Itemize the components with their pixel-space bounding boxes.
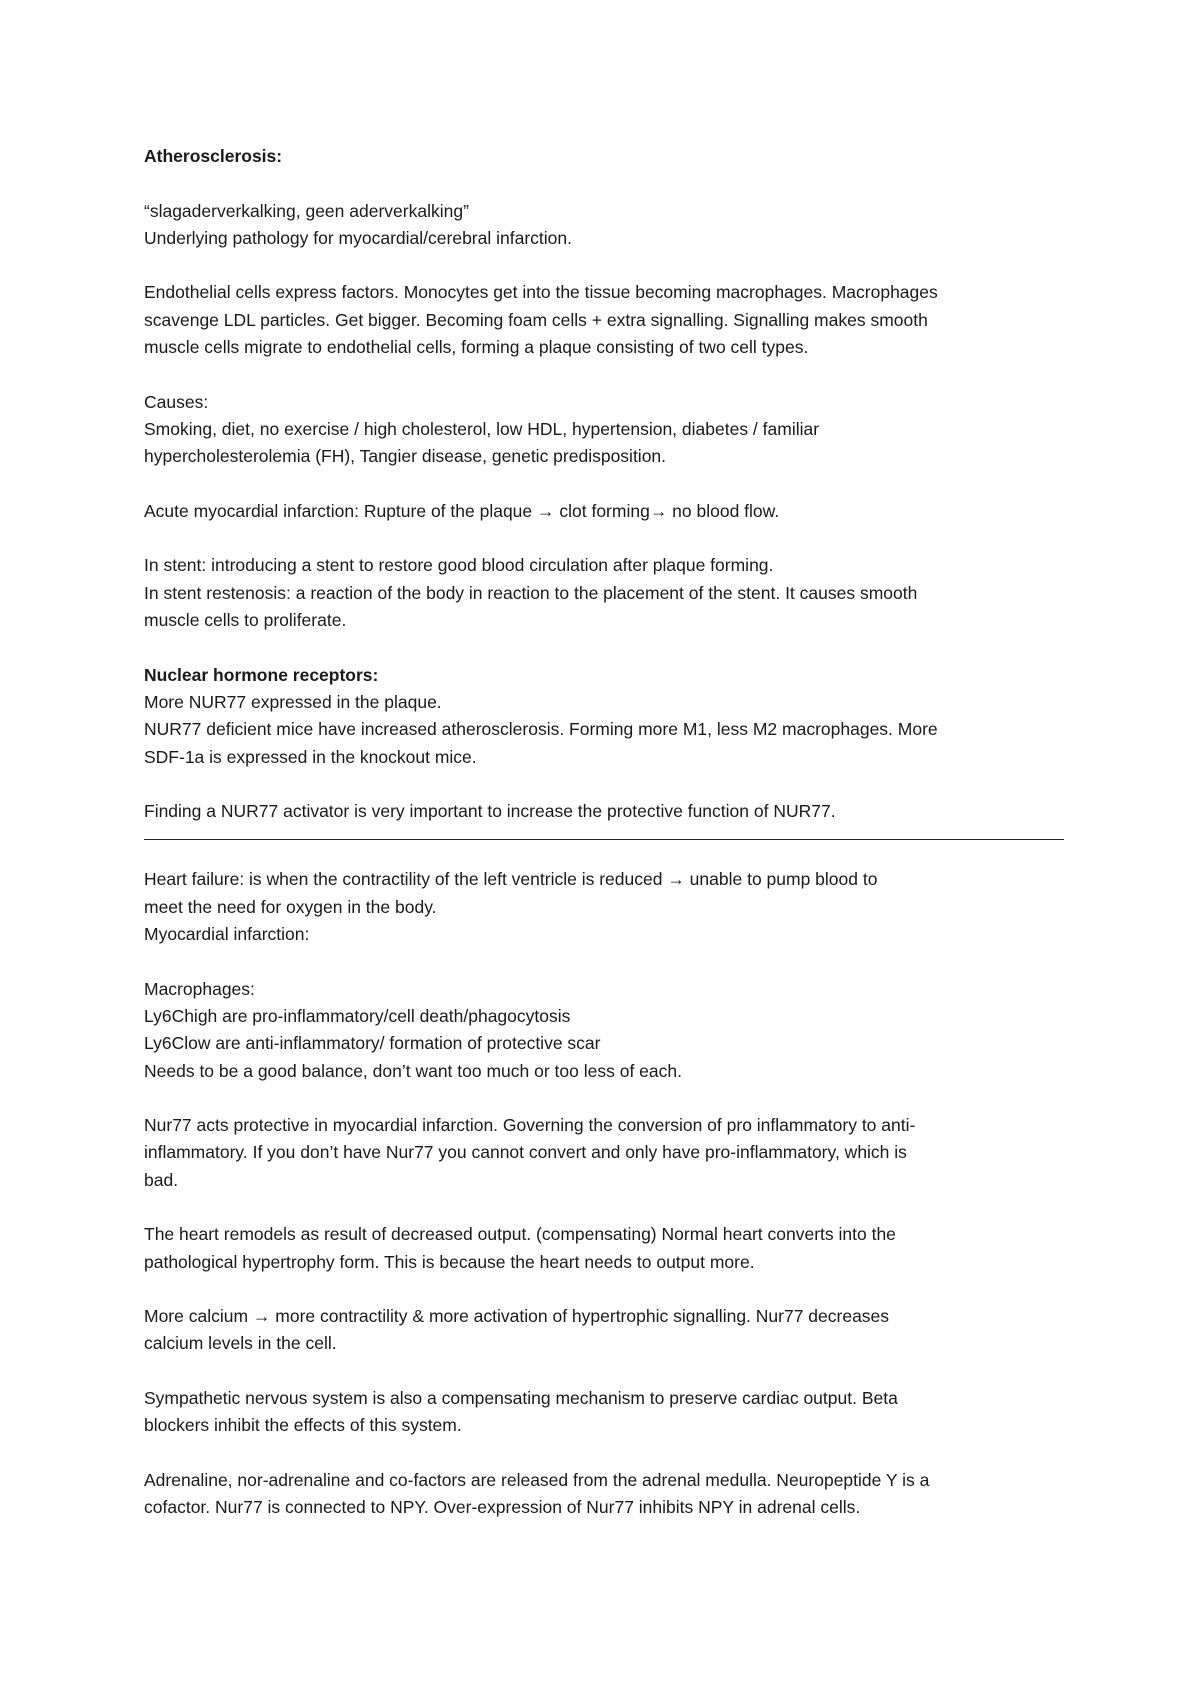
text-line: muscle cells to proliferate.: [144, 610, 347, 631]
text-line: muscle cells migrate to endothelial cells, forming a plaque consisting of two cell types.: [144, 337, 809, 358]
arrow-right-icon: →: [667, 869, 685, 890]
arrow-right-icon: →: [537, 500, 555, 521]
text-line: Endothelial cells express factors. Monocytes get into the tissue becoming macrophages. Macrophages: [144, 282, 938, 303]
quote-line: “slagaderverkalking, geen aderverkalking”: [144, 200, 469, 221]
paragraph-calcium: [144, 1303, 1064, 1358]
nuclear-heading: Nuclear hormone receptors:: [144, 664, 379, 685]
text-segment: clot forming: [554, 500, 650, 521]
text-line: In stent: introducing a stent to restore good blood circulation after plaque forming.: [144, 555, 774, 576]
paragraph-definition: [144, 198, 1064, 253]
arrow-right-icon: →: [252, 1306, 271, 1327]
text-line: cofactor. Nur77 is connected to NPY. Over-expression of Nur77 inhibits NPY in adrenal cells.: [144, 1497, 861, 1518]
paragraph-heart-failure: [144, 866, 1064, 948]
text-line: Myocardial infarction:: [144, 924, 310, 945]
text-segment: more contractility & more activation of hypertrophic signalling. Nur77 decreases: [270, 1306, 890, 1327]
text-segment: More calcium: [144, 1306, 253, 1327]
text-line: Ly6Chigh are pro-inflammatory/cell death/phagocytosis: [144, 1005, 571, 1026]
text-line: Macrophages:: [144, 978, 255, 999]
arrow-right-icon: →: [649, 500, 668, 521]
text-line: hypercholesterolemia (FH), Tangier disease, genetic predisposition.: [144, 446, 667, 467]
paragraph-activator: [144, 798, 1064, 825]
text-line: inflammatory. If you don’t have Nur77 you cannot convert and only have pro-inflammatory, which is: [144, 1142, 907, 1163]
text-line: calcium levels in the cell.: [144, 1333, 337, 1354]
section-heading: [144, 143, 1064, 170]
text-segment: Acute myocardial infarction: Rupture of the plaque: [144, 500, 537, 521]
text-segment: Heart failure: is when the contractility of the left ventricle is reduced: [144, 869, 668, 890]
text-line: Smoking, diet, no exercise / high cholesterol, low HDL, hypertension, diabetes / familiar: [144, 418, 820, 439]
calcium-line: [144, 1303, 1064, 1330]
paragraph-nur77-mi: [144, 1112, 1064, 1194]
hf-line: [144, 866, 1064, 893]
text-line: More NUR77 expressed in the plaque.: [144, 691, 442, 712]
paragraph-macrophages: [144, 976, 1064, 1085]
text-line: NUR77 deficient mice have increased atherosclerosis. Forming more M1, less M2 macrophages. More: [144, 719, 938, 740]
pathology-line: Underlying pathology for myocardial/cerebral infarction.: [144, 227, 572, 248]
text-line: pathological hypertrophy form. This is because the heart needs to output more.: [144, 1251, 755, 1272]
text-line: In stent restenosis: a reaction of the body in reaction to the placement of the stent. It causes smooth: [144, 582, 918, 603]
paragraph-stent: [144, 552, 1064, 634]
paragraph-causes: [144, 389, 1064, 471]
text-line: scavenge LDL particles. Get bigger. Becoming foam cells + extra signalling. Signalling makes smooth: [144, 309, 928, 330]
text-line: Ly6Clow are anti-inflammatory/ formation of protective scar: [144, 1033, 601, 1054]
paragraph-sympathetic: [144, 1385, 1064, 1440]
paragraph-adrenaline: [144, 1467, 1064, 1522]
text-line: meet the need for oxygen in the body.: [144, 896, 437, 917]
causes-heading: Causes:: [144, 391, 209, 412]
text-line: Sympathetic nervous system is also a compensating mechanism to preserve cardiac output. Beta: [144, 1388, 898, 1409]
text-line: bad.: [144, 1169, 179, 1190]
text-line: The heart remodels as result of decreased output. (compensating) Normal heart converts into the: [144, 1224, 896, 1245]
document-body: [144, 143, 1064, 1549]
text-line: SDF-1a is expressed in the knockout mice.: [144, 746, 477, 767]
text-line: Adrenaline, nor-adrenaline and co-factors are released from the adrenal medulla. Neuropeptide Y is a: [144, 1469, 930, 1490]
text-line: Needs to be a good balance, don’t want too much or too less of each.: [144, 1060, 682, 1081]
text-line: blockers inhibit the effects of this system.: [144, 1415, 462, 1436]
text-line: Nur77 acts protective in myocardial infarction. Governing the conversion of pro inflammatory to anti-: [144, 1115, 916, 1136]
paragraph-nuclear: [144, 662, 1064, 771]
heading-atherosclerosis: Atherosclerosis:: [144, 146, 283, 166]
ami-line: [144, 498, 1064, 525]
text-segment: no blood flow.: [667, 500, 780, 521]
paragraph-mechanism: [144, 279, 1064, 361]
text-segment: unable to pump blood to: [684, 869, 878, 890]
text-line: Finding a NUR77 activator is very important to increase the protective function of NUR77.: [144, 801, 836, 822]
paragraph-ami: [144, 498, 1064, 525]
paragraph-remodel: [144, 1221, 1064, 1276]
horizontal-divider: [144, 839, 1064, 840]
